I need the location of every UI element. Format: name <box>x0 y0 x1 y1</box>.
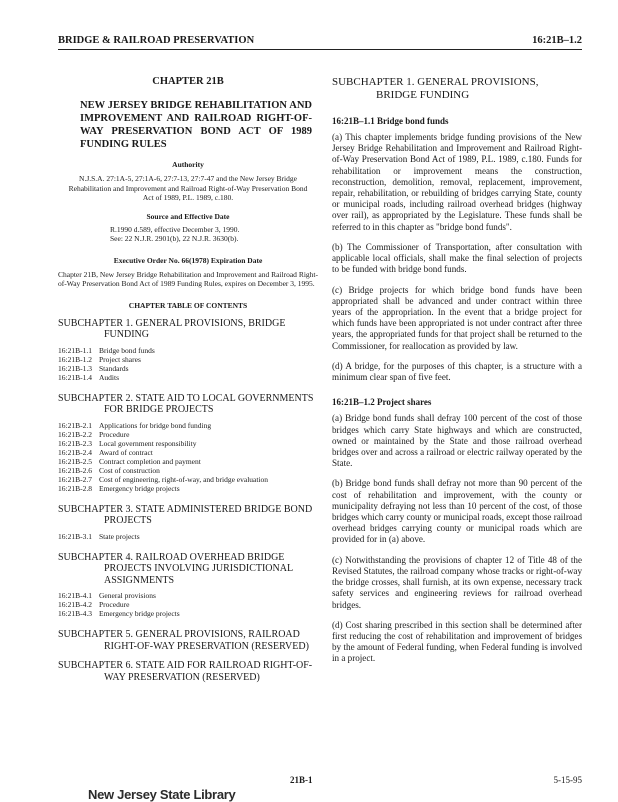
toc-item[interactable] <box>58 591 318 600</box>
toc-subchapter-title[interactable]: SUBCHAPTER 5. GENERAL PROVISIONS, RAILROAD RIGHT-OF-WAY PRESERVATION (RESERVED) <box>58 629 309 652</box>
left-column <box>58 62 318 683</box>
section-paragraph: (b) Bridge bond funds shall defray not more than 90 percent of the cost of rehabilitation and improvement, with the county or municipality defraying not less than 10 percent of the cost, of those bridges which carry county or municipal roads, except those railroad overhead bridges carrying county or municipal roads which are provided for in (a) above. <box>332 478 582 545</box>
page-date: 5-15-95 <box>553 775 582 785</box>
header-section-number: 16:21B–1.2 <box>532 35 582 46</box>
authority-text: N.J.S.A. 27:1A-5, 27:1A-6, 27:7-13, 27:7-47 and the New Jersey Bridge Rehabilitation and Improvement and Railroad Right-of-Way Preservation Bond Act of 1989, P.L. 1989, c.180. <box>68 174 308 202</box>
toc-label: Emergency bridge projects <box>99 483 180 493</box>
toc-item[interactable] <box>58 373 318 382</box>
toc-label: Emergency bridge projects <box>99 609 180 618</box>
toc-list <box>58 346 318 382</box>
section-heading: 16:21B–1.1 Bridge bond funds <box>332 116 449 126</box>
section-paragraph: (a) Bridge bond funds shall defray 100 percent of the cost of those bridges which carry State highways and which are constructed, owned or maintained by the State and those railroad overhead bridges over and across a railroad or electric railway operated by the State. <box>332 413 582 469</box>
toc-item[interactable] <box>58 448 318 457</box>
toc-item[interactable] <box>58 484 318 493</box>
toc-label: Bridge bond funds <box>99 345 155 355</box>
section-paragraph: (d) A bridge, for the purposes of this chapter, is a structure with a minimum clear span of five feet. <box>332 360 582 383</box>
toc-number: 16:21B-2.3 <box>58 438 92 448</box>
toc-label: Applications for bridge bond funding <box>99 420 212 430</box>
section-paragraph: (d) Cost sharing prescribed in this section shall be determined after first reducing the cost of rehabilitation and improvement of bridges by the amount of Federal funding, when Federal funding is involved in a project. <box>332 619 582 664</box>
toc-label: Cost of construction <box>99 465 160 475</box>
toc-item[interactable] <box>58 364 318 373</box>
toc-subchapter-title[interactable]: SUBCHAPTER 1. GENERAL PROVISIONS, BRIDGE FUNDING <box>58 317 286 340</box>
toc-label: General provisions <box>99 591 156 600</box>
toc-label: Standards <box>99 363 129 373</box>
executive-order-heading: Executive Order No. 66(1978) Expiration Date <box>113 255 263 265</box>
toc-number: 16:21B-2.7 <box>58 474 92 484</box>
toc-label: Procedure <box>99 600 130 609</box>
table-of-contents <box>58 318 318 684</box>
toc-item[interactable] <box>58 439 318 448</box>
source-line: See: 22 N.J.R. 2901(b), 22 N.J.R. 3630(b). <box>110 234 239 243</box>
page-number: 21B-1 <box>290 775 313 785</box>
toc-item[interactable] <box>58 609 318 618</box>
toc-label: Project shares <box>99 354 141 364</box>
act-title: NEW JERSEY BRIDGE REHABILITATION AND IMPROVEMENT AND RAILROAD RIGHT-OF-WAY PRESERVATION BOND ACT OF 1989 FUNDING RULES <box>80 100 312 150</box>
toc-list <box>58 591 318 618</box>
source-line: R.1990 d.589, effective December 3, 1990. <box>110 224 240 234</box>
toc-number: 16:21B-4.2 <box>58 600 92 609</box>
section-paragraph: (c) Bridge projects for which bridge bond funds have been appropriated shall be advanced and under contract within three years of the appropriation. In the event that a bridge project for which funds have been appropriated is not under contract after three years, the appropriated funds for that project shall be returned to the Commissioner, for reallocation as provided by law. <box>332 284 582 351</box>
toc-item[interactable] <box>58 475 318 484</box>
toc-label: Contract completion and payment <box>99 456 201 466</box>
toc-label: Audits <box>99 372 120 382</box>
toc-subchapter-title[interactable]: SUBCHAPTER 6. STATE AID FOR RAILROAD RIGHT-OF-WAY PRESERVATION (RESERVED) <box>58 660 313 683</box>
toc-item[interactable] <box>58 430 318 439</box>
toc-subchapter-title[interactable]: SUBCHAPTER 3. STATE ADMINISTERED BRIDGE BOND PROJECTS <box>58 503 313 526</box>
source-text <box>58 225 318 244</box>
section-paragraph: (c) Notwithstanding the provisions of chapter 12 of Title 48 of the Revised Statutes, the railroad company whose tracks or right-of-way the bridge crosses, shall furnish, at its own expense, necessary track safety services and engineering reviews for railroad overhead bridges. <box>332 554 582 610</box>
section-paragraph: (b) The Commissioner of Transportation, after consultation with applicable local officials, shall make the final selection of projects to be funded with bridge bond funds. <box>332 241 582 275</box>
library-stamp: New Jersey State Library <box>88 787 236 802</box>
toc-number: 16:21B-1.1 <box>58 345 92 355</box>
toc-number: 16:21B-4.3 <box>58 609 92 618</box>
toc-label: Award of contract <box>99 447 153 457</box>
subchapter-heading: SUBCHAPTER 1. GENERAL PROVISIONS, BRIDGE FUNDING <box>332 76 539 101</box>
toc-number: 16:21B-1.3 <box>58 363 92 373</box>
toc-number: 16:21B-3.1 <box>58 531 92 541</box>
toc-number: 16:21B-4.1 <box>58 591 92 600</box>
toc-number: 16:21B-2.1 <box>58 420 92 430</box>
toc-number: 16:21B-2.5 <box>58 456 92 466</box>
toc-list <box>58 532 318 541</box>
running-header <box>58 33 582 50</box>
chapter-title: CHAPTER 21B <box>152 76 224 87</box>
toc-item[interactable] <box>58 466 318 475</box>
toc-item[interactable] <box>58 457 318 466</box>
toc-number: 16:21B-2.8 <box>58 483 92 493</box>
toc-label: State projects <box>99 531 140 541</box>
toc-number: 16:21B-1.4 <box>58 372 92 382</box>
toc-number: 16:21B-2.4 <box>58 447 92 457</box>
toc-item[interactable] <box>58 532 318 541</box>
toc-item[interactable] <box>58 421 318 430</box>
toc-label: Cost of engineering, right-of-way, and bridge evaluation <box>99 474 269 484</box>
header-title: BRIDGE & RAILROAD PRESERVATION <box>58 35 255 46</box>
toc-number: 16:21B-2.2 <box>58 429 92 439</box>
right-column <box>332 62 582 674</box>
section-heading: 16:21B–1.2 Project shares <box>332 397 432 408</box>
toc-subchapter-title[interactable]: SUBCHAPTER 2. STATE AID TO LOCAL GOVERNMENTS FOR BRIDGE PROJECTS <box>58 392 314 415</box>
toc-heading: CHAPTER TABLE OF CONTENTS <box>128 300 248 310</box>
toc-label: Local government responsibility <box>99 438 197 448</box>
toc-item[interactable] <box>58 600 318 609</box>
source-heading: Source and Effective Date <box>146 211 230 221</box>
executive-order-text: Chapter 21B, New Jersey Bridge Rehabilitation and Improvement and Railroad Right-of-Way Preservation Bond Act of 1989 Funding Rules, expires on December 3, 1995. <box>58 269 318 288</box>
toc-label: Procedure <box>99 429 130 439</box>
toc-number: 16:21B-2.6 <box>58 465 92 475</box>
toc-subchapter-title[interactable]: SUBCHAPTER 4. RAILROAD OVERHEAD BRIDGE PROJECTS INVOLVING JURISDICTIONAL ASSIGNMENTS <box>58 551 293 586</box>
toc-item[interactable] <box>58 355 318 364</box>
toc-number: 16:21B-1.2 <box>58 354 92 364</box>
toc-item[interactable] <box>58 346 318 355</box>
authority-heading: Authority <box>172 160 204 169</box>
section-paragraph: (a) This chapter implements bridge funding provisions of the New Jersey Bridge Rehabilitation and Improvement and Railroad Right-of-Way Preservation Bond Act of 1989, P.L. 1989, c.180. Funds for rehabilitation or improvement means the construction, reconstruction, demolition, removal, replacement, improvement, repair, rehabilitation, or rebuilding of bridges carrying State, county or municipal roads, including railroad overhead bridges (highway over rail), as appropriated by the Legislature. These funds shall be referred to in this chapter as "bridge bond funds". <box>332 132 582 232</box>
toc-list <box>58 421 318 493</box>
